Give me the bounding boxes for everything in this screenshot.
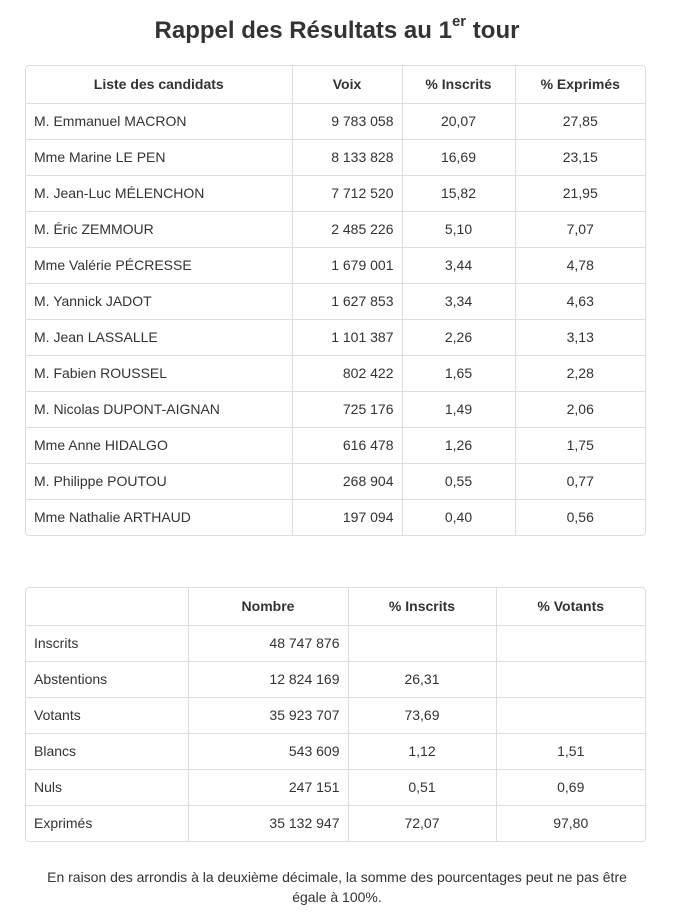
pct-exprimes-cell: 23,15 [515, 139, 645, 175]
column-header-candidats: Liste des candidats [93, 76, 224, 93]
pct-exprimes-cell: 27,85 [515, 103, 645, 139]
pct-exprimes-cell: 0,56 [515, 499, 645, 535]
row-label: Votants [26, 697, 188, 733]
column-header-voix: Voix [292, 66, 402, 103]
nombre-cell: 543 609 [188, 733, 348, 769]
pct-inscrits-cell: 0,51 [348, 769, 496, 805]
table-row [26, 391, 645, 427]
table-row [26, 463, 645, 499]
table-row [26, 427, 645, 463]
pct-inscrits-cell: 1,49 [402, 391, 515, 427]
pct-inscrits-cell: 2,26 [402, 319, 515, 355]
table-row [26, 103, 645, 139]
table-row [26, 625, 645, 661]
column-header-exprimes: % Exprimés [515, 66, 645, 103]
table-row [26, 211, 645, 247]
pct-inscrits-cell: 16,69 [402, 139, 515, 175]
candidate-name: M. Philippe POUTOU [26, 463, 292, 499]
column-header-label [26, 588, 188, 625]
row-label: Inscrits [26, 625, 188, 661]
pct-exprimes-cell: 4,63 [515, 283, 645, 319]
candidate-name: M. Emmanuel MACRON [26, 103, 292, 139]
pct-exprimes-cell: 3,13 [515, 319, 645, 355]
pct-inscrits-cell: 20,07 [402, 103, 515, 139]
voix-cell: 802 422 [292, 355, 402, 391]
table-row [26, 697, 645, 733]
candidates-table [25, 65, 646, 536]
pct-inscrits-cell: 1,12 [348, 733, 496, 769]
table-row [26, 247, 645, 283]
table-header-row [26, 588, 645, 625]
row-label: Exprimés [26, 805, 188, 841]
pct-inscrits-cell: 73,69 [348, 697, 496, 733]
pct-exprimes-cell: 21,95 [515, 175, 645, 211]
page-title: Rappel des Résultats au 1er tour [154, 13, 520, 44]
nombre-cell: 48 747 876 [188, 625, 348, 661]
row-label: Blancs [26, 733, 188, 769]
candidate-name: Mme Marine LE PEN [26, 139, 292, 175]
voix-cell: 9 783 058 [292, 103, 402, 139]
candidate-name: M. Jean-Luc MÉLENCHON [26, 175, 292, 211]
pct-inscrits-cell [348, 625, 496, 661]
nombre-cell: 247 151 [188, 769, 348, 805]
voix-cell: 1 679 001 [292, 247, 402, 283]
voix-cell: 268 904 [292, 463, 402, 499]
table-row [26, 319, 645, 355]
pct-votants-cell: 1,51 [496, 733, 645, 769]
table-row [26, 733, 645, 769]
column-header-votants: % Votants [496, 588, 645, 625]
pct-inscrits-cell: 3,44 [402, 247, 515, 283]
nombre-cell: 35 923 707 [188, 697, 348, 733]
pct-inscrits-cell: 3,34 [402, 283, 515, 319]
voix-cell: 1 627 853 [292, 283, 402, 319]
pct-exprimes-cell: 7,07 [515, 211, 645, 247]
candidate-name: M. Éric ZEMMOUR [26, 211, 292, 247]
candidate-name: M. Yannick JADOT [26, 283, 292, 319]
row-label: Abstentions [26, 661, 188, 697]
pct-inscrits-cell: 1,65 [402, 355, 515, 391]
voix-cell: 8 133 828 [292, 139, 402, 175]
pct-inscrits-cell: 0,55 [402, 463, 515, 499]
pct-exprimes-cell: 0,77 [515, 463, 645, 499]
voix-cell: 2 485 226 [292, 211, 402, 247]
pct-inscrits-cell: 72,07 [348, 805, 496, 841]
table-row [26, 355, 645, 391]
voix-cell: 1 101 387 [292, 319, 402, 355]
pct-exprimes-cell: 2,28 [515, 355, 645, 391]
pct-votants-cell [496, 661, 645, 697]
nombre-cell: 12 824 169 [188, 661, 348, 697]
pct-inscrits-cell: 5,10 [402, 211, 515, 247]
table-row [26, 175, 645, 211]
pct-inscrits-cell: 26,31 [348, 661, 496, 697]
table-row [26, 661, 645, 697]
voix-cell: 616 478 [292, 427, 402, 463]
pct-inscrits-cell: 15,82 [402, 175, 515, 211]
footnote: En raison des arrondis à la deuxième décimale, la somme des pourcentages peut ne pas être égale à 100%. [47, 869, 627, 905]
table-row [26, 283, 645, 319]
candidate-name: M. Jean LASSALLE [26, 319, 292, 355]
candidate-name: M. Nicolas DUPONT-AIGNAN [26, 391, 292, 427]
table-row [26, 139, 645, 175]
pct-votants-cell [496, 625, 645, 661]
candidate-name: M. Fabien ROUSSEL [26, 355, 292, 391]
row-label: Nuls [26, 769, 188, 805]
voix-cell: 725 176 [292, 391, 402, 427]
pct-votants-cell [496, 697, 645, 733]
voix-cell: 197 094 [292, 499, 402, 535]
pct-votants-cell: 97,80 [496, 805, 645, 841]
table-row [26, 499, 645, 535]
pct-votants-cell: 0,69 [496, 769, 645, 805]
nombre-cell: 35 132 947 [188, 805, 348, 841]
pct-inscrits-cell: 0,40 [402, 499, 515, 535]
column-header-inscrits: % Inscrits [348, 588, 496, 625]
candidate-name: Mme Valérie PÉCRESSE [26, 247, 292, 283]
pct-exprimes-cell: 1,75 [515, 427, 645, 463]
table-header-row [26, 66, 645, 103]
column-header-nombre: Nombre [188, 588, 348, 625]
column-header-inscrits: % Inscrits [402, 66, 515, 103]
table-row [26, 769, 645, 805]
candidate-name: Mme Anne HIDALGO [26, 427, 292, 463]
pct-exprimes-cell: 4,78 [515, 247, 645, 283]
pct-exprimes-cell: 2,06 [515, 391, 645, 427]
pct-inscrits-cell: 1,26 [402, 427, 515, 463]
summary-table [25, 587, 646, 842]
table-row [26, 805, 645, 841]
candidate-name: Mme Nathalie ARTHAUD [26, 499, 292, 535]
voix-cell: 7 712 520 [292, 175, 402, 211]
